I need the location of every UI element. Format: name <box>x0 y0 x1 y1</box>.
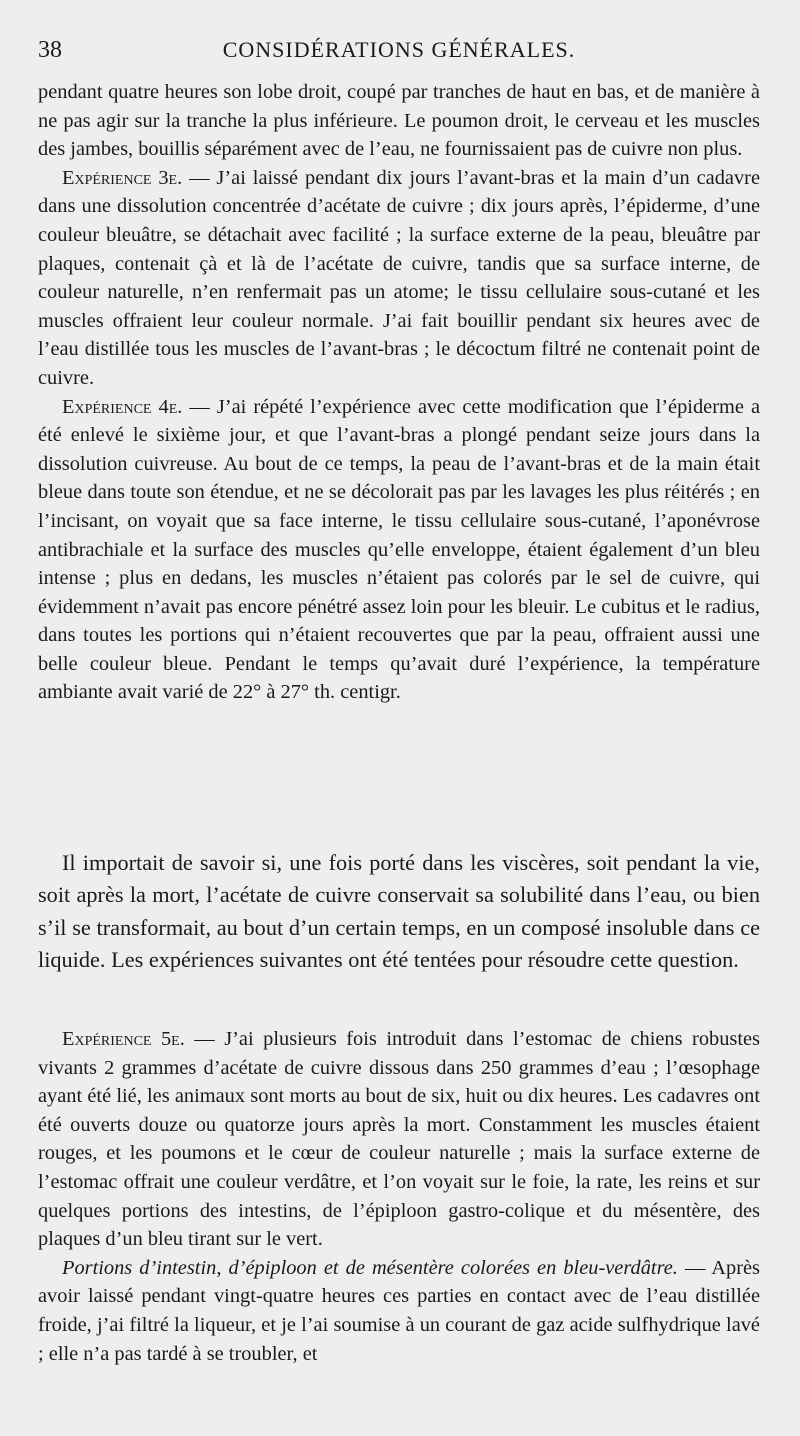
running-title: CONSIDÉRATIONS GÉNÉRALES. <box>222 37 576 62</box>
text-block-top <box>38 78 760 707</box>
paragraph-text: pendant quatre heures son lobe droit, coupé par tranches de haut en bas, et de manière à ne pas agir sur la tranche la plus inférieure. Le poumon droit, le cerveau et les muscles des jambes, bouillis séparément avec de l’eau, ne fournissaient pas de cuivre non plus. <box>38 81 760 161</box>
paragraph-text: Il importait de savoir si, une fois porté dans les viscères, soit pendant la vie, soit après la mort, l’acétate de cuivre conservait sa solubilité dans l’eau, ou bien s’il se transformait, au bout d’un certain temps, en un composé insoluble dans ce liquide. Les expériences suivantes ont été tentées pour résoudre cette question. <box>38 850 760 972</box>
paragraph-text: — J’ai répété l’expérience avec cette modification que l’épiderme a été enlevé le sixième jour, et que l’avant-bras a plongé pendant seize jours dans la dissolution cuivreuse. Au bout de ce temps, la peau de l’avant-bras et de la main était bleue dans toute son étendue, et ne se décolorait pas par les lavages les plus réitérés ; en l’incisant, on voyait que sa face interne, le tissu cellulaire sous-cutané, l’aponévrose antibrachiale et la surface des muscles qu’elle enveloppe, étaient également d’un bleu intense ; plus en dedans, les muscles n’étaient pas colorés par le sel de cuivre, qui évidemment n’avait pas encore pénétré assez loin pour les bleuir. Le cubitus et le radius, dans toutes les portions qui n’étaient recouvertes que par la peau, offraient aussi une belle couleur bleue. Pendant le temps qu’avait duré l’expérience, la température ambiante avait varié de 22° à 27° th. centigr. <box>38 395 761 704</box>
experience-heading: Expérience 4e. <box>62 395 183 418</box>
page-header <box>38 30 760 70</box>
paragraph-experience-4 <box>38 393 760 708</box>
text-block-large <box>38 847 760 976</box>
paragraph-continuation <box>38 78 760 164</box>
paragraph-text: — J’ai laissé pendant dix jours l’avant-bras et la main d’un cadavre dans une dissolution concentrée d’acétate de cuivre ; dix jours après, l’épiderme, d’une couleur bleuâtre, se détachait avec facilité ; la surface externe de la peau, bleuâtre par plaques, contenait çà et là de l’acétate de cuivre, tandis que sa surface interne, de couleur naturelle, n’en renfermait pas un atome; le tissu cellulaire sous-cutané et les muscles offraient leur couleur normale. J’ai fait bouillir pendant six heures avec de l’eau distillée tous les muscles de l’avant-bras ; le décoctum filtré ne contenait point de cuivre. <box>38 166 760 389</box>
paragraph-text: — Après avoir laissé pendant vingt-quatre heures ces parties en contact avec de l’eau distillée froide, j’ai filtré la liqueur, et je l’ai soumise à un courant de gaz acide sulfhydrique lavé ; elle n’a pas tardé à se troubler, et <box>38 1256 760 1365</box>
page-number: 38 <box>38 37 62 63</box>
experience-heading: Expérience 3e. <box>62 166 183 189</box>
experience-heading: Expérience 5e. <box>62 1028 185 1050</box>
paragraph-question <box>38 847 760 976</box>
text-block-bottom <box>38 1025 760 1368</box>
paragraph-portions <box>38 1254 760 1368</box>
section-heading-italic: Portions d’intestin, d’épiploon et de mésentère colorées en bleu-verdâtre. <box>62 1256 678 1279</box>
paragraph-experience-5 <box>38 1025 760 1254</box>
paragraph-text: — J’ai plusieurs fois introduit dans l’estomac de chiens robustes vivants 2 grammes d’acétate de cuivre dissous dans 250 grammes d’eau ; l’œsophage ayant été lié, les animaux sont morts au bout de six, huit ou dix heures. Les cadavres ont été ouverts douze ou quatorze jours après la mort. Constamment les muscles étaient rouges, et les poumons et le cœur de couleur naturelle ; mais la surface externe de l’estomac offrait une couleur verdâtre, et l’on voyait sur le foie, la rate, les reins et sur quelques portions des intestins, de l’épiploon gastro-colique et du mésentère, des plaques d’un bleu tirant sur le vert. <box>38 1028 760 1251</box>
paragraph-experience-3 <box>38 164 760 393</box>
